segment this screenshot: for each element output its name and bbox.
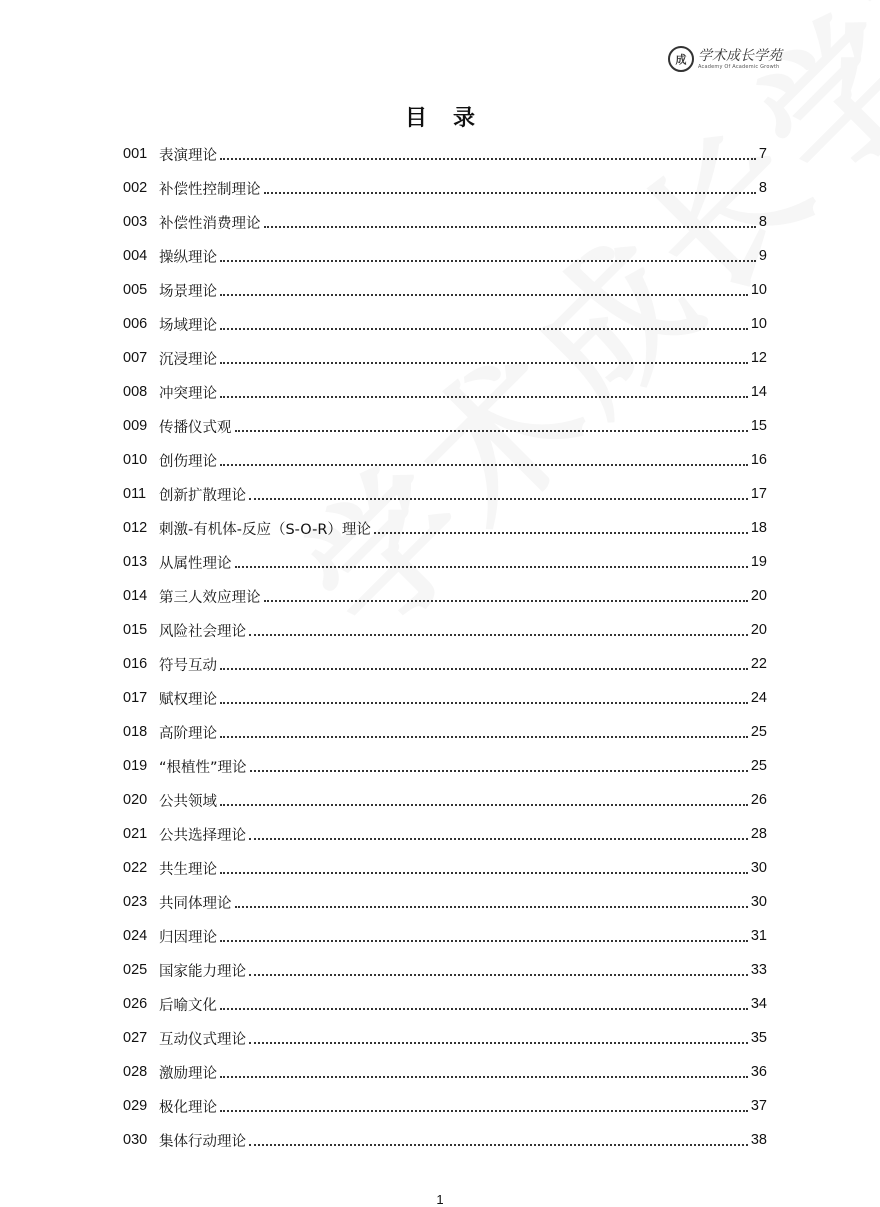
toc-entry[interactable] [123, 443, 767, 477]
toc-entry[interactable] [123, 1021, 767, 1055]
toc-entry-number: 006 [123, 316, 148, 332]
toc-leader-dots [220, 803, 748, 806]
toc-entry-number: 024 [123, 928, 148, 944]
toc-entry-title: 刺激-有机体-反应（S-O-R）理论 [159, 521, 371, 538]
toc-entry[interactable] [123, 851, 767, 885]
toc-entry-page: 24 [750, 690, 767, 706]
toc-leader-dots [220, 259, 756, 262]
page-number: 1 [436, 1192, 444, 1207]
toc-entry-page: 8 [758, 180, 767, 196]
toc-entry[interactable] [123, 341, 767, 375]
toc-leader-dots [374, 531, 748, 534]
toc-entry-number: 010 [123, 452, 148, 468]
toc-leader-dots [249, 1041, 748, 1044]
toc-entry[interactable] [123, 545, 767, 579]
logo-name: 学术成长学苑 [698, 47, 782, 64]
toc-entry-title: 赋权理论 [159, 691, 217, 708]
toc-leader-dots [220, 293, 748, 296]
toc-entry-page: 14 [750, 384, 767, 400]
toc-leader-dots [220, 735, 748, 738]
toc-entry-page: 8 [758, 214, 767, 230]
toc-entry-title: 共同体理论 [159, 895, 232, 912]
toc-entry-number: 023 [123, 894, 148, 910]
page-title: 目录 [404, 106, 501, 131]
toc-entry-page: 12 [750, 350, 767, 366]
toc-leader-dots [220, 327, 748, 330]
toc-entry-number: 016 [123, 656, 148, 672]
toc-entry-page: 17 [750, 486, 767, 502]
toc-entry-page: 36 [750, 1064, 767, 1080]
toc-entry-number: 025 [123, 962, 148, 978]
toc-entry-title: 互动仪式理论 [159, 1031, 246, 1048]
toc-entry[interactable] [123, 477, 767, 511]
toc-entry[interactable] [123, 749, 767, 783]
toc-leader-dots [220, 1007, 748, 1010]
toc-entry-number: 005 [123, 282, 148, 298]
toc-entry[interactable] [123, 511, 767, 545]
toc-entry-title: 从属性理论 [159, 555, 232, 572]
toc-entry-page: 26 [750, 792, 767, 808]
toc-entry[interactable] [123, 307, 767, 341]
toc-entry-number: 019 [123, 758, 148, 774]
toc-entry-page: 33 [750, 962, 767, 978]
toc-entry-page: 31 [750, 928, 767, 944]
toc-entry-number: 011 [123, 486, 147, 502]
toc-leader-dots [220, 667, 748, 670]
toc-leader-dots [235, 905, 748, 908]
toc-entry-title: 公共选择理论 [159, 827, 246, 844]
toc-entry-page: 25 [750, 724, 767, 740]
toc-entry[interactable] [123, 137, 767, 171]
toc-leader-dots [249, 837, 748, 840]
toc-entry[interactable] [123, 783, 767, 817]
table-of-contents [123, 137, 767, 1157]
toc-leader-dots [220, 395, 748, 398]
toc-entry-page: 20 [750, 588, 767, 604]
toc-entry-title: 冲突理论 [159, 385, 217, 402]
toc-leader-dots [220, 1109, 748, 1112]
toc-entry-number: 022 [123, 860, 148, 876]
toc-entry-number: 009 [123, 418, 148, 434]
toc-entry-number: 030 [123, 1132, 148, 1148]
toc-entry-title: 激励理论 [159, 1065, 217, 1082]
toc-leader-dots [249, 973, 748, 976]
toc-entry[interactable] [123, 239, 767, 273]
toc-entry-page: 15 [750, 418, 767, 434]
toc-entry-number: 014 [123, 588, 148, 604]
toc-entry-page: 10 [750, 282, 767, 298]
toc-entry[interactable] [123, 715, 767, 749]
toc-entry-number: 029 [123, 1098, 148, 1114]
toc-entry[interactable] [123, 817, 767, 851]
toc-entry-number: 003 [123, 214, 148, 230]
toc-leader-dots [235, 565, 748, 568]
seal-icon: 成 [668, 46, 694, 72]
toc-entry-number: 001 [123, 146, 148, 162]
toc-entry-page: 9 [758, 248, 767, 264]
toc-entry-number: 018 [123, 724, 148, 740]
toc-entry-page: 19 [750, 554, 767, 570]
toc-entry-page: 30 [750, 860, 767, 876]
toc-entry[interactable] [123, 409, 767, 443]
academy-logo [668, 46, 782, 72]
toc-entry-title: 符号互动 [159, 657, 217, 674]
toc-leader-dots [249, 1143, 748, 1146]
toc-entry-page: 28 [750, 826, 767, 842]
toc-entry-title: 表演理论 [159, 147, 217, 164]
toc-leader-dots [235, 429, 748, 432]
toc-entry-title: 场域理论 [159, 317, 217, 334]
toc-entry-title: 创新扩散理论 [159, 487, 246, 504]
toc-entry-number: 017 [123, 690, 148, 706]
toc-entry-title: 公共领域 [159, 793, 217, 810]
toc-entry-number: 026 [123, 996, 148, 1012]
toc-entry-page: 20 [750, 622, 767, 638]
toc-entry[interactable] [123, 919, 767, 953]
toc-entry[interactable] [123, 1089, 767, 1123]
toc-entry[interactable] [123, 885, 767, 919]
toc-entry-page: 18 [750, 520, 767, 536]
toc-entry-number: 021 [123, 826, 148, 842]
toc-entry-title: 集体行动理论 [159, 1133, 246, 1150]
toc-entry-number: 013 [123, 554, 148, 570]
toc-leader-dots [249, 633, 748, 636]
toc-entry-title: 风险社会理论 [159, 623, 246, 640]
toc-leader-dots [220, 157, 756, 160]
toc-entry[interactable] [123, 647, 767, 681]
toc-entry-title: 后喻文化 [159, 997, 217, 1014]
toc-leader-dots [220, 463, 748, 466]
logo-subtitle: Academy Of Academic Growth [698, 63, 780, 70]
toc-entry-page: 30 [750, 894, 767, 910]
toc-leader-dots [220, 361, 748, 364]
toc-leader-dots [264, 225, 756, 228]
toc-entry-title: 操纵理论 [159, 249, 217, 266]
toc-entry-number: 007 [123, 350, 148, 366]
toc-entry-page: 37 [750, 1098, 767, 1114]
toc-leader-dots [220, 1075, 748, 1078]
toc-entry-number: 012 [123, 520, 148, 536]
logo-text [698, 49, 782, 70]
toc-entry-title: 归因理论 [159, 929, 217, 946]
toc-entry-title: 高阶理论 [159, 725, 217, 742]
toc-entry[interactable] [123, 205, 767, 239]
toc-entry-title: 第三人效应理论 [159, 589, 261, 606]
toc-entry-number: 020 [123, 792, 148, 808]
toc-entry-number: 015 [123, 622, 148, 638]
toc-leader-dots [220, 701, 748, 704]
toc-leader-dots [250, 769, 748, 772]
toc-entry[interactable] [123, 613, 767, 647]
toc-entry-number: 027 [123, 1030, 148, 1046]
toc-entry[interactable] [123, 579, 767, 613]
toc-entry-page: 22 [750, 656, 767, 672]
toc-entry-title: 国家能力理论 [159, 963, 246, 980]
toc-entry[interactable] [123, 1055, 767, 1089]
toc-leader-dots [220, 871, 748, 874]
toc-entry-page: 38 [750, 1132, 767, 1148]
toc-leader-dots [249, 497, 748, 500]
toc-entry[interactable] [123, 953, 767, 987]
toc-entry-page: 35 [750, 1030, 767, 1046]
toc-entry-page: 10 [750, 316, 767, 332]
toc-entry-title: 极化理论 [159, 1099, 217, 1116]
toc-leader-dots [264, 599, 748, 602]
toc-entry-page: 25 [750, 758, 767, 774]
toc-entry-title: 共生理论 [159, 861, 217, 878]
toc-entry-title: 补偿性消费理论 [159, 215, 261, 232]
toc-entry-title: 场景理论 [159, 283, 217, 300]
toc-entry[interactable] [123, 1123, 767, 1157]
toc-entry-page: 34 [750, 996, 767, 1012]
toc-entry[interactable] [123, 987, 767, 1021]
toc-entry-page: 7 [758, 146, 767, 162]
toc-entry[interactable] [123, 273, 767, 307]
toc-entry-number: 004 [123, 248, 148, 264]
toc-entry-title: 补偿性控制理论 [159, 181, 261, 198]
toc-entry-title: 传播仪式观 [159, 419, 232, 436]
toc-leader-dots [220, 939, 748, 942]
toc-entry-title: 创伤理论 [159, 453, 217, 470]
toc-leader-dots [264, 191, 756, 194]
toc-entry-page: 16 [750, 452, 767, 468]
toc-entry-number: 028 [123, 1064, 148, 1080]
toc-entry[interactable] [123, 681, 767, 715]
toc-entry-number: 008 [123, 384, 148, 400]
toc-entry[interactable] [123, 375, 767, 409]
toc-entry-title: 沉浸理论 [159, 351, 217, 368]
toc-entry[interactable] [123, 171, 767, 205]
toc-entry-number: 002 [123, 180, 148, 196]
toc-entry-title: “根植性”理论 [159, 759, 247, 776]
